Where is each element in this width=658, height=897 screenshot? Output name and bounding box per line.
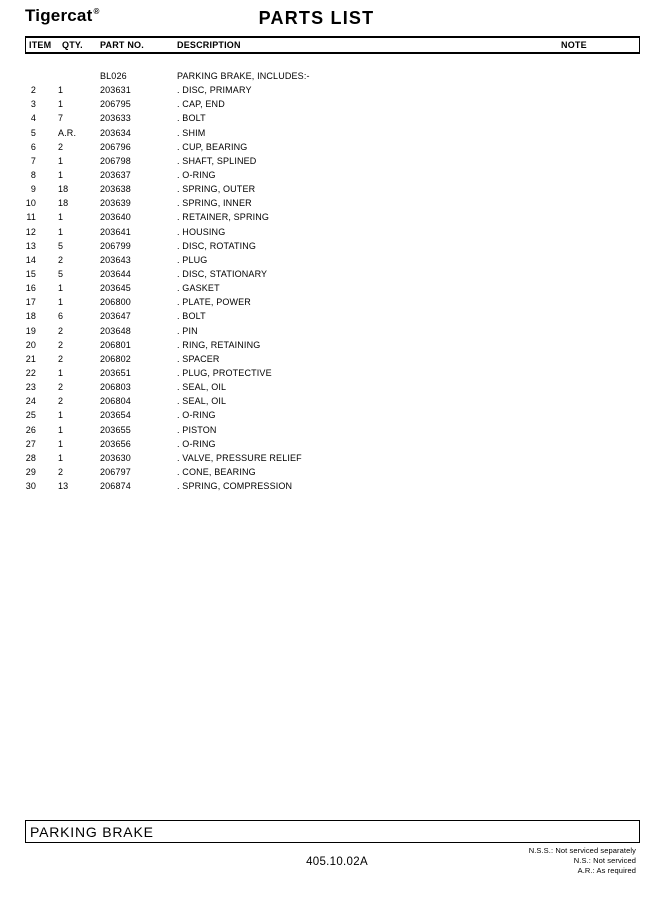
cell-description: . SHIM	[177, 127, 206, 138]
cell-description: . SEAL, OIL	[177, 382, 227, 393]
table-row	[25, 196, 640, 210]
cell-part-no: 203651	[100, 368, 131, 379]
cell-qty: 1	[58, 85, 64, 96]
cell-qty: 18	[58, 184, 69, 195]
cell-qty: 2	[58, 254, 64, 265]
table-row	[25, 182, 640, 196]
cell-qty: 13	[58, 481, 69, 492]
cell-description: . O-RING	[177, 438, 216, 449]
cell-item: 30	[25, 481, 36, 492]
cell-description: . DISC, ROTATING	[177, 240, 257, 251]
cell-item: 19	[25, 325, 36, 336]
cell-qty: 2	[58, 382, 64, 393]
cell-qty: 7	[58, 113, 64, 124]
cell-part-no: 203647	[100, 311, 131, 322]
cell-item: 23	[25, 382, 36, 393]
page-title: PARTS LIST	[258, 8, 375, 28]
cell-item: 25	[25, 410, 36, 421]
cell-item: 15	[25, 269, 36, 280]
column-header-description: DESCRIPTION	[177, 40, 241, 50]
cell-item: 11	[26, 212, 36, 223]
cell-part-no: 203656	[100, 438, 131, 449]
cell-qty: 2	[58, 141, 64, 152]
cell-part-no: 206796	[100, 141, 131, 152]
logo-text: Tigercat	[25, 6, 93, 25]
cell-part-no: BL026	[100, 71, 127, 82]
cell-item: 13	[25, 240, 36, 251]
cell-description: . PLUG	[177, 254, 208, 265]
cell-qty: 1	[58, 226, 64, 237]
cell-part-no: 203655	[100, 424, 131, 435]
section-title-box	[25, 820, 640, 843]
cell-item: 12	[25, 226, 36, 237]
cell-qty: 6	[58, 311, 64, 322]
table-row	[25, 338, 640, 352]
table-row	[25, 69, 640, 83]
cell-part-no: 203638	[100, 184, 131, 195]
table-row	[25, 380, 640, 394]
cell-item: 21	[25, 353, 36, 364]
cell-description: . PLUG, PROTECTIVE	[177, 368, 272, 379]
cell-qty: 2	[58, 339, 64, 350]
cell-part-no: 203643	[100, 254, 131, 265]
cell-description: . DISC, STATIONARY	[177, 269, 268, 280]
cell-part-no: 203637	[100, 170, 131, 181]
cell-description: . GASKET	[177, 283, 220, 294]
table-row	[25, 154, 640, 168]
cell-description: . VALVE, PRESSURE RELIEF	[177, 452, 302, 463]
cell-description: . BOLT	[177, 311, 206, 322]
cell-description: . RETAINER, SPRING	[177, 212, 270, 223]
cell-part-no: 203654	[100, 410, 131, 421]
cell-description: . DISC, PRIMARY	[177, 85, 252, 96]
table-row	[25, 140, 640, 154]
cell-part-no: 203641	[100, 226, 131, 237]
cell-item: 18	[25, 311, 36, 322]
cell-qty: 1	[58, 438, 64, 449]
cell-item: 3	[30, 99, 36, 110]
cell-part-no: 203648	[100, 325, 131, 336]
cell-description: . HOUSING	[177, 226, 226, 237]
cell-item: 27	[25, 438, 36, 449]
cell-item: 2	[30, 85, 36, 96]
cell-part-no: 206802	[100, 353, 131, 364]
table-header	[25, 36, 640, 54]
cell-description: PARKING BRAKE, INCLUDES:-	[177, 71, 310, 82]
cell-qty: 1	[58, 170, 64, 181]
cell-qty: 18	[58, 198, 69, 209]
table-row	[25, 309, 640, 323]
cell-description: . CUP, BEARING	[177, 141, 248, 152]
cell-part-no: 203631	[100, 85, 131, 96]
column-header-part-no: PART NO.	[100, 40, 144, 50]
cell-description: . RING, RETAINING	[177, 339, 261, 350]
cell-item: 9	[30, 184, 36, 195]
cell-description: . PIN	[177, 325, 198, 336]
table-row	[25, 479, 640, 493]
cell-part-no: 206803	[100, 382, 131, 393]
cell-qty: 1	[58, 410, 64, 421]
cell-description: . SPRING, INNER	[177, 198, 252, 209]
table-row	[25, 239, 640, 253]
cell-item: 22	[25, 368, 36, 379]
cell-description: . CAP, END	[177, 99, 225, 110]
cell-qty: 2	[58, 353, 64, 364]
cell-part-no: 203634	[100, 127, 131, 138]
cell-description: . O-RING	[177, 410, 216, 421]
cell-item: 17	[25, 297, 36, 308]
table-row	[25, 366, 640, 380]
cell-item: 14	[25, 254, 36, 265]
cell-part-no: 206874	[100, 481, 131, 492]
table-row	[25, 437, 640, 451]
table-row	[25, 168, 640, 182]
table-row	[25, 352, 640, 366]
cell-part-no: 206795	[100, 99, 131, 110]
cell-item: 28	[25, 452, 36, 463]
cell-description: . SHAFT, SPLINED	[177, 155, 257, 166]
cell-item: 26	[25, 424, 36, 435]
cell-qty: 1	[58, 99, 64, 110]
cell-item: 20	[25, 339, 36, 350]
cell-part-no: 206797	[100, 467, 131, 477]
section-title: PARKING BRAKE	[30, 823, 154, 840]
cell-qty: 1	[58, 155, 64, 166]
cell-description: . PLATE, POWER	[177, 297, 251, 308]
cell-part-no: 203644	[100, 269, 131, 280]
table-row	[25, 225, 640, 239]
column-header-qty: QTY.	[62, 40, 83, 50]
cell-part-no: 206801	[100, 339, 131, 350]
table-row	[25, 126, 640, 140]
cell-item: 5	[30, 127, 36, 138]
cell-part-no: 203645	[100, 283, 131, 294]
cell-part-no: 206800	[100, 297, 131, 308]
column-header-note: NOTE	[561, 40, 587, 50]
table-row	[25, 83, 640, 97]
table-row	[25, 97, 640, 111]
cell-part-no: 206798	[100, 155, 131, 166]
cell-part-no: 206799	[100, 240, 131, 251]
cell-item: 10	[25, 198, 36, 209]
cell-description: . CONE, BEARING	[177, 467, 256, 477]
cell-qty: 5	[58, 269, 64, 280]
cell-qty: 1	[58, 297, 64, 308]
cell-qty: 1	[58, 452, 64, 463]
parts-table-body	[25, 69, 640, 493]
registered-trademark-symbol: ®	[93, 7, 100, 16]
cell-qty: 1	[58, 283, 64, 294]
cell-description: . SPACER	[177, 353, 220, 364]
cell-item: 16	[25, 283, 36, 294]
cell-qty: 2	[58, 467, 64, 477]
cell-description: . O-RING	[177, 170, 216, 181]
cell-item: 24	[25, 396, 36, 407]
legend-line-ns: N.S.: Not serviced	[573, 856, 636, 865]
legend-line-ar: A.R.: As required	[577, 866, 636, 875]
cell-part-no: 206804	[100, 396, 131, 407]
cell-qty: 2	[58, 325, 64, 336]
cell-item: 6	[30, 141, 36, 152]
cell-description: . PISTON	[177, 424, 217, 435]
table-row	[25, 408, 640, 422]
table-row	[25, 267, 640, 281]
legend-line-nss: N.S.S.: Not serviced separately	[528, 846, 636, 855]
cell-qty: 1	[58, 212, 64, 223]
table-row	[25, 253, 640, 267]
cell-description: . SPRING, OUTER	[177, 184, 256, 195]
cell-qty: 5	[58, 240, 64, 251]
column-header-item: ITEM	[29, 40, 52, 50]
cell-item: 4	[30, 113, 36, 124]
cell-part-no: 203633	[100, 113, 131, 124]
cell-item: 29	[25, 467, 36, 477]
table-row	[25, 451, 640, 465]
cell-qty: 1	[58, 424, 64, 435]
cell-qty: 1	[58, 368, 64, 379]
cell-description: . SEAL, OIL	[177, 396, 227, 407]
page-code: 405.10.02A	[306, 856, 368, 868]
cell-qty: 2	[58, 396, 64, 407]
cell-part-no: 203640	[100, 212, 131, 223]
table-row	[25, 394, 640, 408]
table-row	[25, 210, 640, 224]
table-row	[25, 281, 640, 295]
table-row	[25, 465, 640, 479]
cell-part-no: 203630	[100, 452, 131, 463]
table-row	[25, 295, 640, 309]
cell-part-no: 203639	[100, 198, 131, 209]
table-row	[25, 324, 640, 338]
cell-description: . BOLT	[177, 113, 206, 124]
table-row	[25, 423, 640, 437]
cell-item: 7	[30, 155, 36, 166]
cell-item: 8	[30, 170, 36, 181]
table-row	[25, 111, 640, 125]
cell-qty: A.R.	[58, 127, 77, 138]
cell-description: . SPRING, COMPRESSION	[177, 481, 293, 492]
